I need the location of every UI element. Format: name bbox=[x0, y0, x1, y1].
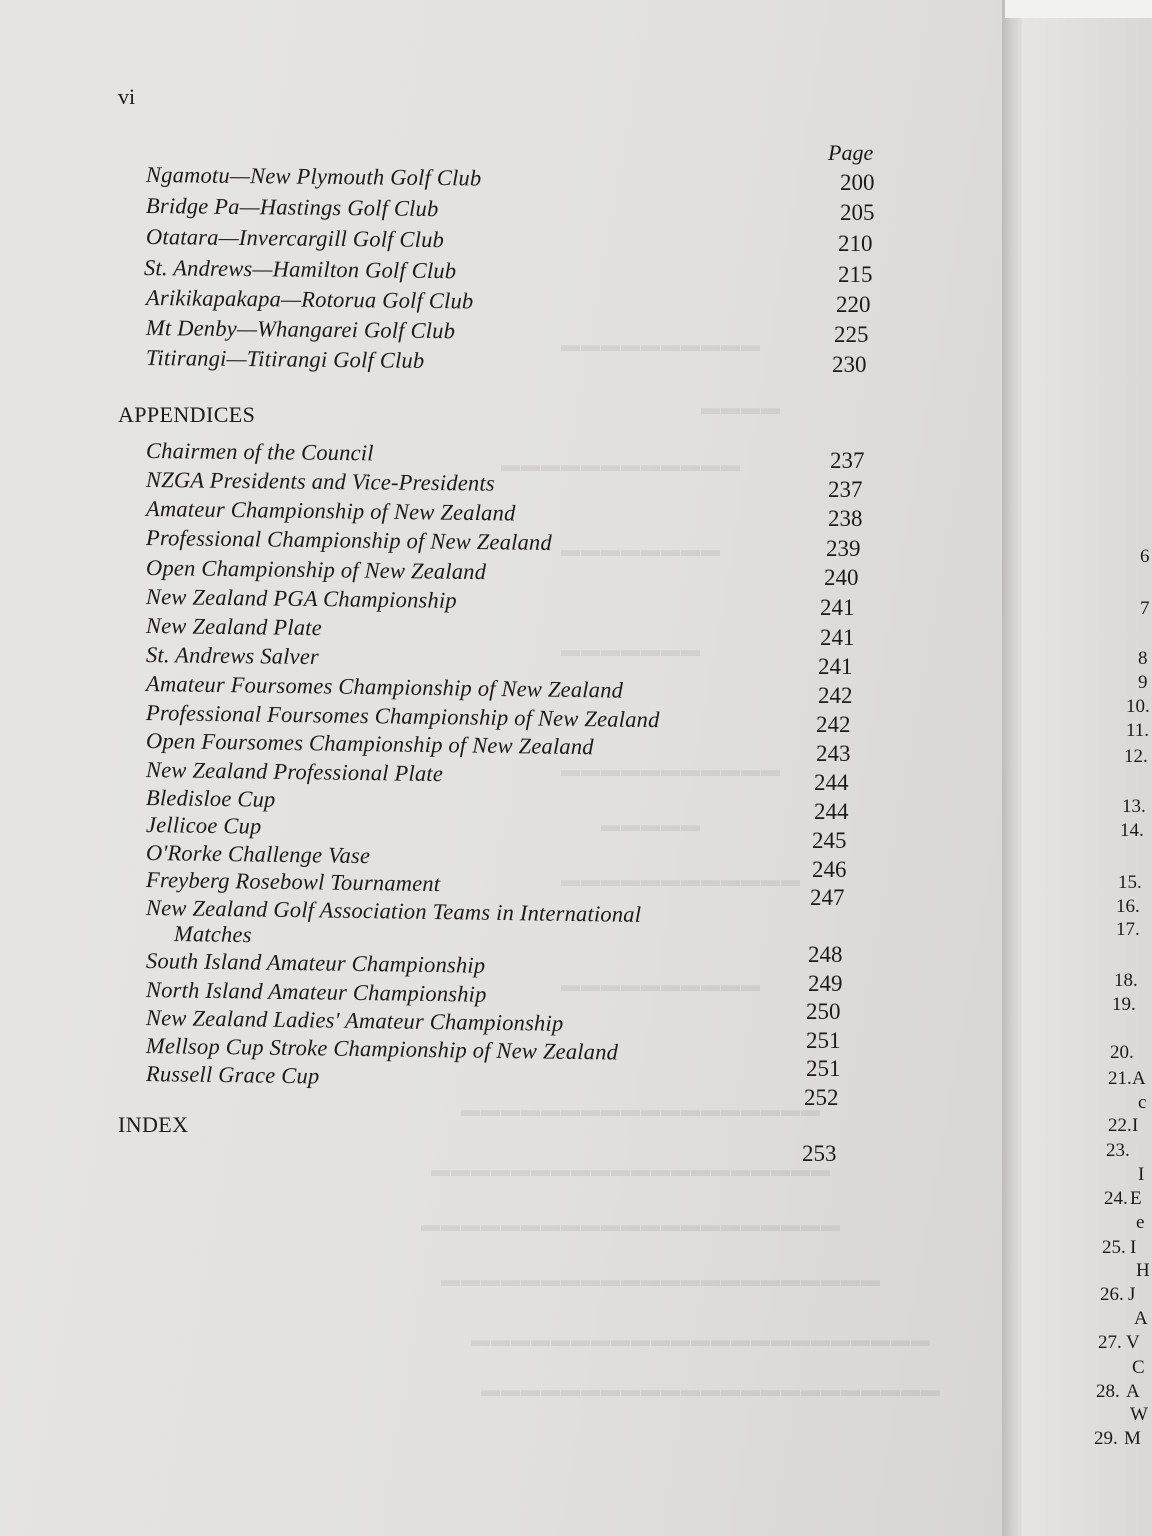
folio-page-number: vi bbox=[118, 84, 136, 109]
show-through-text: ▬▬▬▬▬▬▬▬▬▬▬▬ bbox=[500, 455, 740, 476]
show-through-text: ▬▬▬▬▬ bbox=[600, 815, 700, 836]
show-through-text: ▬▬▬▬ bbox=[700, 398, 780, 419]
facing-page-fragment: W bbox=[1130, 1404, 1148, 1425]
toc-entry-page: 251 bbox=[806, 1028, 841, 1053]
facing-page-number: 29. bbox=[1094, 1428, 1118, 1449]
toc-entry-page: 247 bbox=[810, 885, 845, 910]
toc-entry-page: 250 bbox=[806, 999, 841, 1024]
appendices-heading: APPENDICES bbox=[118, 402, 256, 427]
toc-entry-page: 239 bbox=[826, 536, 861, 561]
toc-entry-title: Freyberg Rosebowl Tournament bbox=[145, 867, 441, 897]
toc-entry-title: North Island Amateur Championship bbox=[145, 977, 487, 1007]
toc-entry-title: New Zealand PGA Championship bbox=[145, 584, 457, 613]
toc-entry-title: Chairmen of the Council bbox=[145, 438, 374, 466]
facing-page-number: 18. bbox=[1114, 970, 1138, 991]
toc-entry-title: Jellicoe Cup bbox=[145, 812, 262, 839]
facing-page-number: 16. bbox=[1116, 896, 1140, 917]
toc-entry-title: Amateur Championship of New Zealand bbox=[145, 496, 516, 526]
index-page-number: 253 bbox=[802, 1141, 837, 1166]
toc-entry-title: New Zealand Golf Association Teams in International bbox=[145, 895, 642, 927]
toc-entry-page: 248 bbox=[808, 942, 843, 967]
facing-page-fragment: A bbox=[1126, 1381, 1140, 1402]
toc-entry-title: St. Andrews Salver bbox=[145, 642, 320, 670]
facing-page-fragment: E bbox=[1130, 1188, 1142, 1209]
facing-page-number: 20. bbox=[1110, 1042, 1134, 1063]
toc-entry-page: 205 bbox=[840, 200, 875, 225]
toc-entry-title: Russell Grace Cup bbox=[145, 1061, 320, 1089]
toc-entry-title: Titirangi—Titirangi Golf Club bbox=[145, 345, 425, 373]
toc-entry-title: Bridge Pa—Hastings Golf Club bbox=[145, 193, 439, 222]
toc-entry-title: Mt Denby—Whangarei Golf Club bbox=[145, 315, 456, 344]
show-through-text: ▬▬▬▬▬▬▬▬▬▬▬▬▬▬▬▬▬▬▬▬▬▬ bbox=[440, 1270, 880, 1291]
show-through-text: ▬▬▬▬▬▬▬ bbox=[560, 640, 700, 661]
show-through-text: ▬▬▬▬▬▬▬▬▬▬▬ bbox=[560, 760, 780, 781]
facing-page-fragment: M bbox=[1124, 1428, 1141, 1449]
toc-entry-title: O'Rorke Challenge Vase bbox=[145, 840, 371, 869]
toc-entry-page: 215 bbox=[838, 262, 873, 287]
toc-entry-page: 245 bbox=[812, 828, 847, 853]
toc-entry-page: 243 bbox=[816, 741, 851, 766]
show-through-text: ▬▬▬▬▬▬▬▬▬▬▬▬ bbox=[560, 870, 800, 891]
facing-page-fragment: A bbox=[1132, 1068, 1146, 1089]
facing-page-number: 21. bbox=[1108, 1068, 1132, 1089]
toc-entry-page: 230 bbox=[832, 352, 867, 377]
facing-page-number: 8 bbox=[1138, 648, 1148, 669]
toc-entry-page: 241 bbox=[820, 625, 855, 650]
toc-entry-page: 244 bbox=[814, 770, 849, 795]
facing-page-number: 11. bbox=[1126, 720, 1150, 741]
toc-entry-title: Amateur Foursomes Championship of New Zealand bbox=[145, 671, 624, 703]
toc-entry-page: 220 bbox=[836, 292, 871, 317]
facing-page-fragment: A bbox=[1134, 1308, 1148, 1329]
toc-entry-page: 251 bbox=[806, 1056, 841, 1081]
facing-page-fragment: c bbox=[1138, 1092, 1147, 1113]
toc-entry-page: 252 bbox=[804, 1085, 839, 1110]
toc-entry-title: Ngamotu—New Plymouth Golf Club bbox=[145, 162, 482, 191]
show-through-text: ▬▬▬▬▬▬▬▬▬▬▬▬▬▬▬▬▬▬▬▬ bbox=[430, 1160, 830, 1181]
toc-entry-page: 249 bbox=[808, 971, 843, 996]
show-through-text: ▬▬▬▬▬▬▬▬▬▬▬▬▬▬▬▬▬▬ bbox=[460, 1100, 820, 1121]
toc-entry-page: 242 bbox=[816, 712, 851, 737]
facing-page-fragment: I bbox=[1138, 1164, 1145, 1185]
toc-entry-page: 241 bbox=[818, 654, 853, 679]
toc-entry-title: Open Foursomes Championship of New Zealand bbox=[145, 728, 594, 760]
toc-entry-page: 238 bbox=[828, 506, 863, 531]
show-through-text: ▬▬▬▬▬▬▬▬ bbox=[560, 540, 720, 561]
facing-page-number: 27. bbox=[1098, 1332, 1122, 1353]
facing-page-number: 14. bbox=[1120, 820, 1144, 841]
facing-page-fragment: I bbox=[1130, 1237, 1137, 1258]
facing-page-number: 10. bbox=[1126, 696, 1150, 717]
facing-page-fragment: e bbox=[1136, 1212, 1145, 1233]
facing-page-fragment: C bbox=[1132, 1357, 1145, 1378]
toc-entry-page: 237 bbox=[828, 477, 863, 502]
index-heading: INDEX bbox=[118, 1112, 189, 1137]
facing-page-number: 24. bbox=[1104, 1188, 1128, 1209]
toc-entry-title: Otatara—Invercargill Golf Club bbox=[145, 224, 445, 253]
facing-page-fragment: V bbox=[1126, 1332, 1140, 1353]
show-through-text: ▬▬▬▬▬▬▬▬▬▬▬▬▬▬▬▬▬▬▬▬▬▬▬ bbox=[480, 1380, 940, 1401]
show-through-text: ▬▬▬▬▬▬▬▬▬▬ bbox=[560, 975, 760, 996]
toc-entry-title: Arikikapakapa—Rotorua Golf Club bbox=[145, 285, 474, 314]
toc-entry-title: St. Andrews—Hamilton Golf Club bbox=[143, 255, 457, 284]
toc-entry-page: 240 bbox=[824, 565, 859, 590]
facing-page-number: 26. bbox=[1100, 1284, 1124, 1305]
facing-page-number: 6 bbox=[1140, 546, 1150, 567]
facing-page-fragment: J bbox=[1128, 1284, 1136, 1305]
page-corner-highlight bbox=[1005, 0, 1152, 18]
page-column-heading: Page bbox=[828, 140, 874, 165]
toc-entry-title: Professional Foursomes Championship of New Zealand bbox=[145, 700, 660, 733]
toc-entry-page: 200 bbox=[840, 170, 875, 195]
toc-entry-page: 225 bbox=[834, 322, 869, 347]
facing-page-number: 19. bbox=[1112, 994, 1136, 1015]
facing-page-number: 13. bbox=[1122, 796, 1146, 817]
facing-page-number: 25. bbox=[1102, 1237, 1126, 1258]
toc-entry-title: Bledisloe Cup bbox=[145, 785, 276, 812]
facing-page-number: 23. bbox=[1106, 1140, 1130, 1161]
facing-page-number: 28. bbox=[1096, 1381, 1120, 1402]
facing-page-fragment: H bbox=[1136, 1260, 1150, 1281]
toc-entry-title: NZGA Presidents and Vice-Presidents bbox=[145, 467, 495, 496]
toc-entry-title: New Zealand Plate bbox=[145, 613, 323, 641]
book-gutter bbox=[1002, 0, 1024, 1536]
facing-page-number: 17. bbox=[1116, 919, 1140, 940]
show-through-text: ▬▬▬▬▬▬▬▬▬▬▬▬▬▬▬▬▬▬▬▬▬▬▬ bbox=[470, 1330, 930, 1351]
facing-page-fragment: I bbox=[1132, 1115, 1139, 1136]
facing-page-number: 9 bbox=[1138, 672, 1148, 693]
toc-entry-page: 241 bbox=[820, 595, 855, 620]
toc-entry-title: Open Championship of New Zealand bbox=[145, 555, 487, 585]
toc-entry-title: Professional Championship of New Zealand bbox=[145, 525, 553, 555]
show-through-text: ▬▬▬▬▬▬▬▬▬▬▬▬▬▬▬▬▬▬▬▬▬ bbox=[420, 1215, 840, 1236]
toc-entry-page: 237 bbox=[830, 448, 865, 473]
facing-page-number: 22. bbox=[1108, 1115, 1132, 1136]
facing-page-number: 7 bbox=[1140, 598, 1150, 619]
toc-entry-continuation: Matches bbox=[173, 921, 252, 948]
toc-entry-title: New Zealand Ladies' Amateur Championship bbox=[145, 1005, 564, 1036]
toc-entry-title: South Island Amateur Championship bbox=[145, 948, 486, 978]
toc-entry-page: 210 bbox=[838, 231, 873, 256]
toc-entry-page: 242 bbox=[818, 683, 853, 708]
facing-page-number: 15. bbox=[1118, 872, 1142, 893]
toc-entry-page: 246 bbox=[812, 857, 847, 882]
toc-entry-title: Mellsop Cup Stroke Championship of New Zealand bbox=[145, 1033, 619, 1065]
toc-entry-title: New Zealand Professional Plate bbox=[145, 757, 444, 787]
toc-entry-page: 244 bbox=[814, 799, 849, 824]
facing-page-number: 12. bbox=[1124, 746, 1148, 767]
show-through-text: ▬▬▬▬▬▬▬▬▬▬ bbox=[560, 335, 760, 356]
